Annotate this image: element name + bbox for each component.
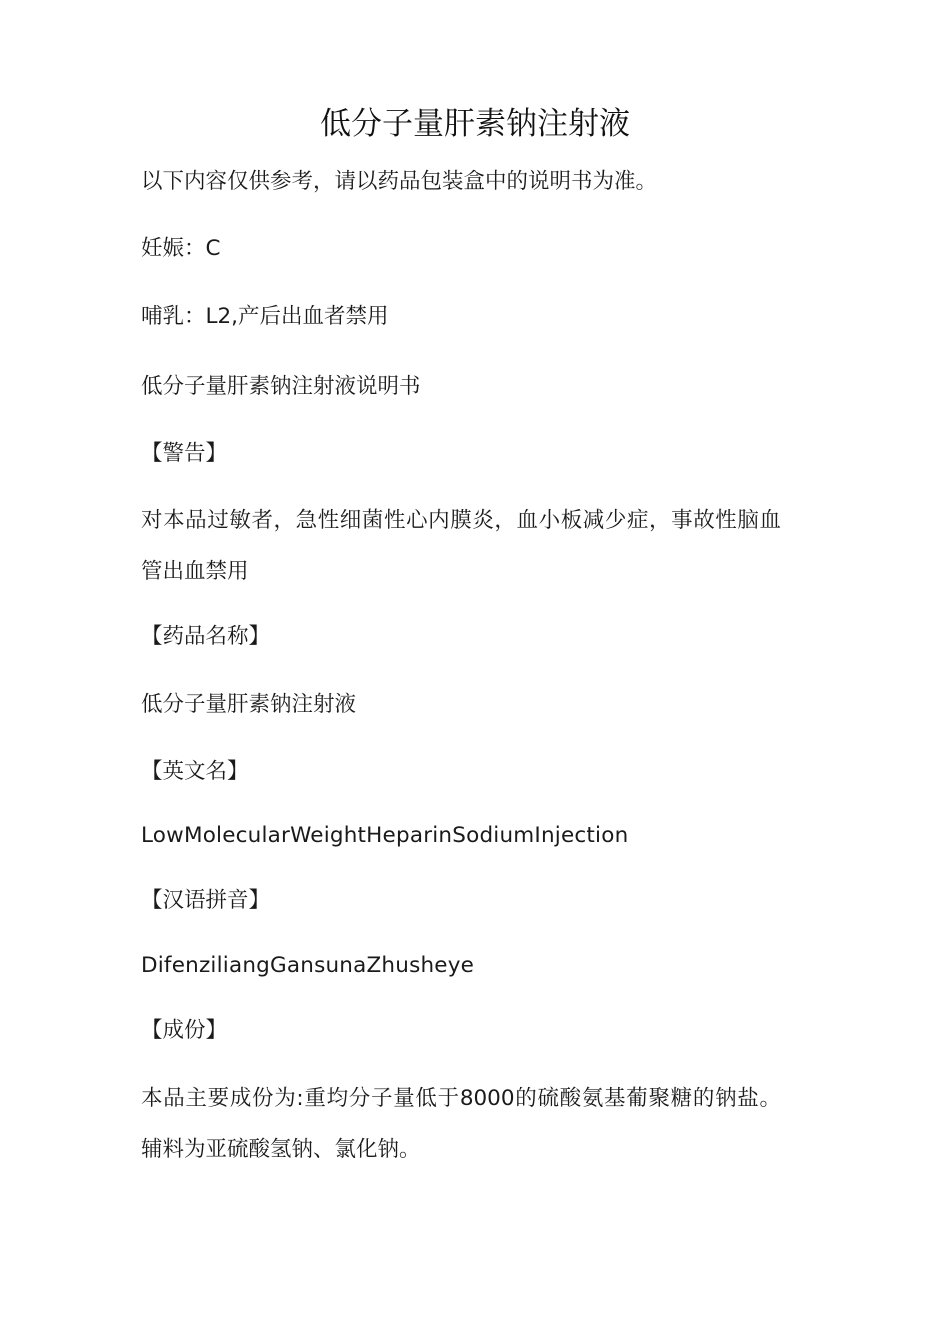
drug-name-heading: 【药品名称】 [141,624,271,649]
warning-heading: 【警告】 [141,441,228,466]
warning-body: 对本品过敏者，急性细菌性心内膜炎，血小板减少症，事故性脑血管出血禁用 [141,508,781,584]
english-name-body: LowMolecularWeightHeparinSodiumInjection [141,823,629,848]
composition-heading: 【成份】 [141,1018,228,1043]
english-name-heading: 【英文名】 [141,759,249,784]
reference-notice: 以下内容仅供参考，请以药品包装盒中的说明书为准。 [141,169,658,194]
pinyin-body: DifenziliangGansunaZhusheye [141,953,475,978]
pinyin-heading: 【汉语拼音】 [141,888,271,913]
drug-name-body: 低分子量肝素钠注射液 [141,692,357,717]
document-title: 低分子量肝素钠注射液 [320,106,630,142]
manual-title: 低分子量肝素钠注射液说明书 [141,374,421,399]
lactation-category: 哺乳：L2,产后出血者禁用 [141,304,389,329]
composition-body: 本品主要成份为:重均分子量低于8000的硫酸氨基葡聚糖的钠盐。辅料为亚硫酸氢钠、氯化钠。 [141,1086,781,1162]
pregnancy-category: 妊娠：C [141,236,221,261]
